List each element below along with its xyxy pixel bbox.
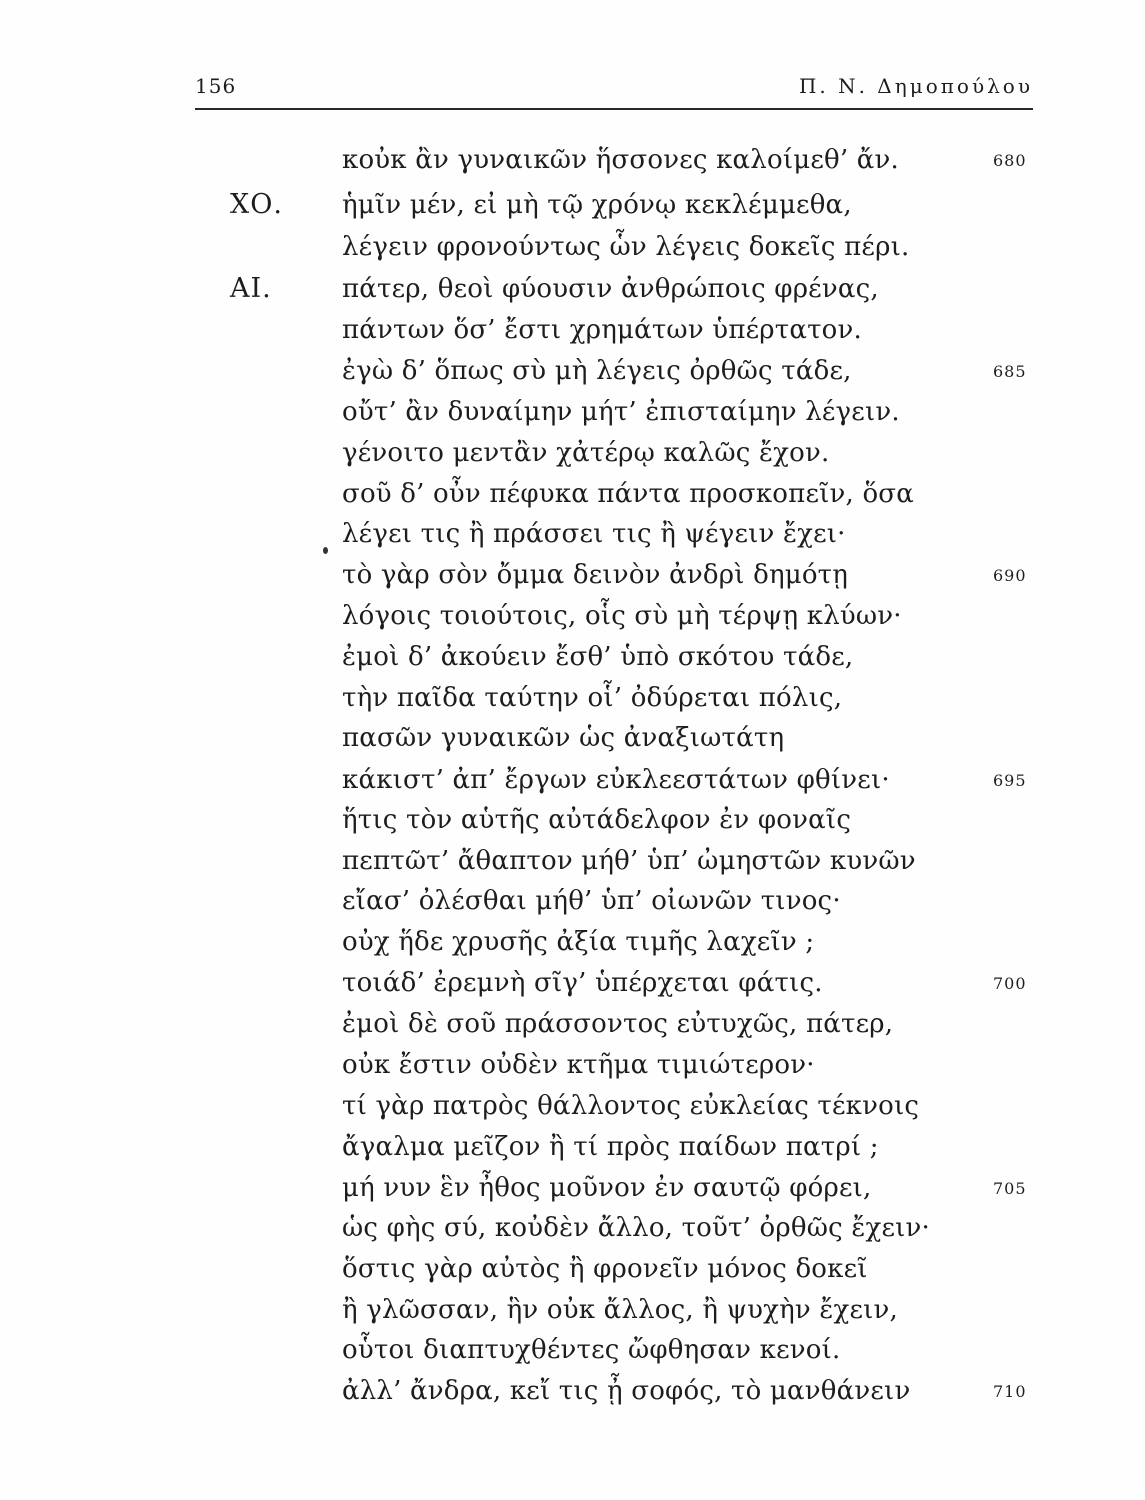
line-number: 690 xyxy=(993,566,1027,585)
verse-text-line: ἐμοὶ δ’ ἀκούειν ἔσθ’ ὑπὸ σκότου τάδε, xyxy=(342,642,854,672)
verse-line xyxy=(0,351,1145,391)
verse-text-line: τὸ γὰρ σὸν ὄμμα δεινὸν ἀνδρὶ δημότῃ xyxy=(342,560,849,590)
line-number: 680 xyxy=(993,151,1027,170)
verse-line xyxy=(0,1371,1145,1411)
verse-text-line: λόγοις τοιούτοις, οἷς σὺ μὴ τέρψῃ κλύων· xyxy=(342,601,902,631)
page-header xyxy=(195,74,1033,104)
verse-line xyxy=(0,433,1145,473)
line-number: 710 xyxy=(993,1382,1027,1401)
line-number: 700 xyxy=(993,974,1027,993)
page-number: 156 xyxy=(195,74,237,98)
verse-text-line: πασῶν γυναικῶν ὡς ἀναξιωτάτη xyxy=(342,723,785,753)
verse-line xyxy=(0,269,1145,309)
verse-line xyxy=(0,555,1145,595)
verse-text-line: οὐχ ἥδε χρυσῆς ἀξία τιμῆς λαχεῖν ; xyxy=(342,927,815,957)
verse-text-line: κοὐκ ἂν γυναικῶν ἥσσονες καλοίμεθ’ ἄν. xyxy=(342,145,900,175)
verse-line xyxy=(0,1004,1145,1044)
verse-text-line: τὴν παῖδα ταύτην οἷ’ ὀδύρεται πόλις, xyxy=(342,683,843,713)
verse-line xyxy=(0,514,1145,554)
verse-text-line: λέγει τις ἢ πράσσει τις ἢ ψέγειν ἔχει· xyxy=(342,519,846,549)
header-rule xyxy=(195,108,1033,110)
verse-line xyxy=(0,678,1145,718)
verse-line xyxy=(0,1208,1145,1248)
verse-text-line: ἡμῖν μέν, εἰ μὴ τῷ χρόνῳ κεκλέμμεθα, xyxy=(342,190,852,220)
verse-line xyxy=(0,596,1145,636)
verse-line xyxy=(0,140,1145,180)
verse-text-line: ἄγαλμα μεῖζον ἢ τί πρὸς παίδων πατρί ; xyxy=(342,1132,879,1162)
verse-line xyxy=(0,963,1145,1003)
verse-line xyxy=(0,1045,1145,1085)
verse-line xyxy=(0,881,1145,921)
line-number: 695 xyxy=(993,771,1027,790)
speaker-label: ΧΟ. xyxy=(230,189,283,220)
verse-line xyxy=(0,637,1145,677)
verse-text-line: τί γὰρ πατρὸς θάλλοντος εὐκλείας τέκνοις xyxy=(342,1091,920,1121)
verse-text-line: τοιάδ’ ἐρεμνὴ σῖγ’ ὑπέρχεται φάτις. xyxy=(342,968,823,998)
verse-line xyxy=(0,1127,1145,1167)
verse-text-line: κάκιστ’ ἀπ’ ἔργων εὐκλεεστάτων φθίνει· xyxy=(342,765,890,795)
verse-text-line: ὡς φὴς σύ, κοὐδὲν ἄλλο, τοῦτ’ ὀρθῶς ἔχειν· xyxy=(342,1213,931,1243)
verse-line xyxy=(0,1168,1145,1208)
verse-text-line: ἐμοὶ δὲ σοῦ πράσσοντος εὐτυχῶς, πάτερ, xyxy=(342,1009,894,1039)
verse-line xyxy=(0,185,1145,225)
verse-text-line: πάτερ, θεοὶ φύουσιν ἀνθρώποις φρένας, xyxy=(342,274,879,304)
verse-text-line: ὅστις γὰρ αὐτὸς ἢ φρονεῖν μόνος δοκεῖ xyxy=(342,1254,868,1284)
verse-text-line: μή νυν ἓν ἦθος μοῦνον ἐν σαυτῷ φόρει, xyxy=(342,1173,872,1203)
verse-text-line: πεπτῶτ’ ἄθαπτον μήθ’ ὑπ’ ὠμηστῶν κυνῶν xyxy=(342,846,916,876)
verse-text-line: ἀλλ’ ἄνδρα, κεἴ τις ᾖ σοφός, τὸ μανθάνειν xyxy=(342,1376,911,1406)
verse-text-line: ἐγὼ δ’ ὅπως σὺ μὴ λέγεις ὀρθῶς τάδε, xyxy=(342,356,852,386)
verse-line xyxy=(0,718,1145,758)
line-number: 685 xyxy=(993,362,1027,381)
verse-line xyxy=(0,1249,1145,1289)
verse-text-line: λέγειν φρονούντως ὧν λέγεις δοκεῖς πέρι. xyxy=(342,232,910,262)
verse-text-line: οὐκ ἔστιν οὐδὲν κτῆμα τιμιώτερον· xyxy=(342,1050,815,1080)
verse-text-line: ἢ γλῶσσαν, ἣν οὐκ ἄλλος, ἢ ψυχὴν ἔχειν, xyxy=(342,1295,899,1325)
verse-text-line: πάντων ὅσ’ ἔστι χρημάτων ὑπέρτατον. xyxy=(342,315,863,345)
running-head: Π. Ν. Δημοπούλου xyxy=(798,74,1033,98)
margin-mark xyxy=(323,547,328,554)
verse-text-line: σοῦ δ’ οὖν πέφυκα πάντα προσκοπεῖν, ὅσα xyxy=(342,479,915,509)
verse-line xyxy=(0,392,1145,432)
speaker-label: ΑΙ. xyxy=(230,273,272,304)
verse-line xyxy=(0,1290,1145,1330)
verse-line xyxy=(0,841,1145,881)
verse-line xyxy=(0,760,1145,800)
verse-line xyxy=(0,800,1145,840)
verse-text-line: εἴασ’ ὀλέσθαι μήθ’ ὑπ’ οἰωνῶν τινος· xyxy=(342,886,841,916)
verse-line xyxy=(0,922,1145,962)
verse-line xyxy=(0,1330,1145,1370)
verse-line xyxy=(0,474,1145,514)
verse-line xyxy=(0,1086,1145,1126)
verse-text-line: οὗτοι διαπτυχθέντες ὤφθησαν κενοί. xyxy=(342,1335,841,1365)
verse-line xyxy=(0,310,1145,350)
verse-text-line: γένοιτο μεντἂν χἀτέρῳ καλῶς ἔχον. xyxy=(342,438,830,468)
verse-text-line: οὔτ’ ἂν δυναίμην μήτ’ ἐπισταίμην λέγειν. xyxy=(342,397,900,427)
verse-text-line: ἥτις τὸν αὑτῆς αὐτάδελφον ἐν φοναῖς xyxy=(342,805,852,835)
line-number: 705 xyxy=(993,1179,1027,1198)
verse-line xyxy=(0,227,1145,267)
